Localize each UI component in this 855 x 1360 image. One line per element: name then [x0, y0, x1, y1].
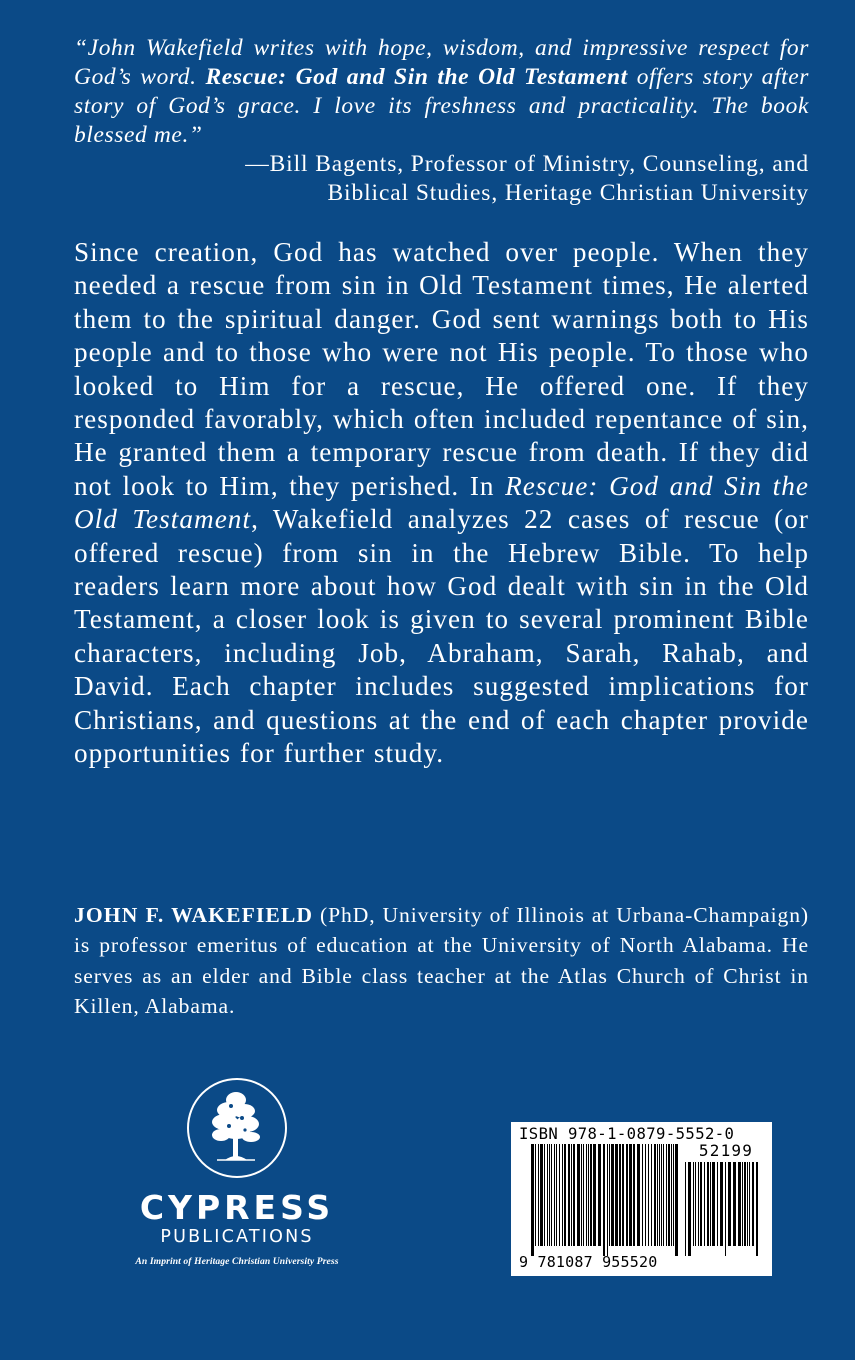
- publisher-name: CYPRESS: [139, 1188, 335, 1227]
- quote-text-start: “John Wakefield writes with hope, wisdom, and impressive respect for God’s word.: [74, 35, 809, 90]
- cypress-tree-icon: [187, 1078, 287, 1178]
- ean-barcode-bars: [531, 1144, 681, 1256]
- addon-barcode-bars: [685, 1162, 765, 1256]
- endorsement-quote: [74, 34, 809, 150]
- attribution-line-1: —Bill Bagents, Professor of Ministry, Counseling, and: [245, 151, 809, 177]
- quote-text-end: offers story after story of God’s grace. I love its freshness and practicality. The book blessed me.”: [74, 64, 809, 148]
- isbn-label: ISBN 978-1-0879-5552-0: [519, 1125, 735, 1143]
- isbn-barcode: [511, 1122, 772, 1276]
- publisher-logo: [112, 1078, 362, 1267]
- addon-number: 52199: [698, 1141, 754, 1160]
- publisher-imprint: An Imprint of Heritage Christian University Press: [135, 1256, 339, 1267]
- ean-number: 9 781087 955520: [519, 1253, 658, 1271]
- attribution-line-2: Biblical Studies, Heritage Christian University: [327, 180, 809, 206]
- quote-book-title: Rescue: God and Sin the Old Testament: [205, 64, 628, 90]
- author-name: JOHN F. WAKEFIELD: [74, 903, 314, 927]
- author-bio-text: (PhD, University of Illinois at Urbana-Champaign) is professor emeritus of education at the University of North Alabama. He serves as an elder and Bible class teacher at the Atlas Church of Christ in Killen, Alabama.: [74, 903, 809, 1019]
- book-description: [74, 236, 809, 771]
- author-bio: [74, 900, 809, 1022]
- publisher-subtitle: PUBLICATIONS: [160, 1227, 314, 1247]
- description-book-title: Rescue: God and Sin the Old Testament: [74, 470, 809, 535]
- description-text-start: Since creation, God has watched over people. When they needed a rescue from sin in Old Testament times, He alerted them to the spiritual danger. God sent warnings both to His people and to those who were not His people. To those who looked to Him for a rescue, He offered one. If they responded favorably, which often included repentance of sin, He granted them a temporary rescue from death. If they did not look to Him, they perished. In: [74, 237, 809, 501]
- description-text-end: , Wakefield analyzes 22 cases of rescue (or offered rescue) from sin in the Hebrew Bible. To help readers learn more about how God dealt with sin in the Old Testament, a closer look is given to several prominent Bible characters, including Job, Abraham, Sarah, Rahab, and David. Each chapter includes suggested implications for Christians, and questions at the end of each chapter provide opportunities for further study.: [74, 504, 809, 769]
- endorsement-attribution: [74, 150, 809, 208]
